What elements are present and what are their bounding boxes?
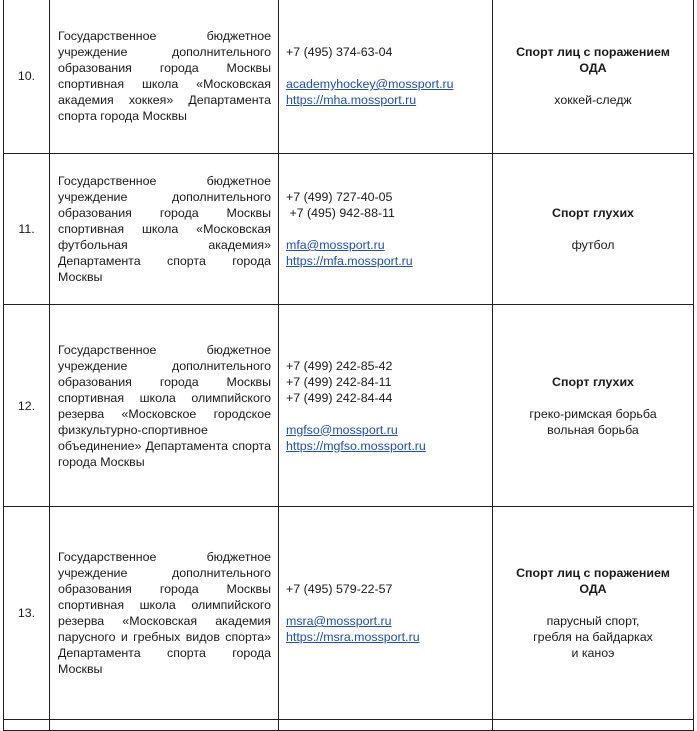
category-title: Спорт глухих: [552, 374, 634, 389]
contacts-cell: [279, 0, 493, 154]
phone: +7 (499) 242-84-44: [286, 390, 393, 405]
email-link[interactable]: mgfso@mossport.ru: [286, 422, 398, 437]
row-number: 12.: [4, 305, 50, 507]
row-number: 13.: [4, 507, 50, 720]
contacts-cell: [279, 507, 493, 720]
phone: +7 (499) 727-40-05: [286, 190, 393, 204]
category-title: Спорт глухих: [552, 206, 634, 220]
email-link[interactable]: msra@mossport.ru: [286, 614, 392, 628]
organization-name: Государственное бюджетное учреждение дополнительного образования города Москвы спортивная школа «Московская футбольная академия» Департамента спорта города Москвы: [50, 154, 279, 305]
website-link[interactable]: https://msra.mossport.ru: [286, 630, 420, 644]
sport-name: и каноэ: [571, 646, 615, 660]
email-link[interactable]: mfa@mossport.ru: [286, 238, 385, 252]
sport-name: парусный спорт,: [546, 614, 640, 628]
phone: +7 (495) 579-22-57: [286, 582, 393, 596]
sport-name: вольная борьба: [547, 422, 639, 437]
sport-name: хоккей-следж: [554, 93, 632, 107]
phone: +7 (495) 374-63-04: [286, 45, 393, 59]
sport-name: гребля на байдарках: [533, 630, 653, 644]
phone: +7 (495) 942-88-11: [286, 206, 395, 220]
table-row: [4, 720, 694, 731]
sport-name: греко-римская борьба: [529, 406, 657, 421]
phone: +7 (499) 242-84-11: [286, 374, 392, 389]
website-link[interactable]: https://mfa.mossport.ru: [286, 254, 413, 268]
website-link[interactable]: https://mha.mossport.ru: [286, 93, 417, 107]
contacts-cell: [279, 154, 493, 305]
sport-category-cell: [493, 507, 694, 720]
sport-category-cell: [493, 0, 694, 154]
sport-category-cell: [493, 305, 694, 507]
organization-name: Государственное бюджетное учреждение дополнительного образования города Москвы спортивная школа олимпийского резерва «Московская академия парусного и гребных видов спорта» Департамента спорта города Москвы: [50, 507, 279, 720]
table-row: [4, 0, 694, 154]
website-link[interactable]: https://mgfso.mossport.ru: [286, 438, 426, 453]
organization-name: Государственное бюджетное учреждение дополнительного образования города Москвы спортивная школа олимпийского резерва «Московское городское физкультурно-спортивное объединение» Департамента спорта города Москвы: [50, 305, 279, 507]
phone: +7 (499) 242-85-42: [286, 358, 393, 373]
table-row: [4, 305, 694, 507]
organization-name: Государственное бюджетное учреждение дополнительного образования города Москвы спортивная школа «Московская академия хоккея» Департамента спорта города Москвы: [50, 0, 279, 154]
table-row: [4, 507, 694, 720]
row-number: 11.: [4, 154, 50, 305]
category-title: Спорт лиц с поражением: [516, 45, 670, 59]
category-title: ОДА: [579, 61, 607, 75]
contacts-cell: [279, 305, 493, 507]
category-title: Спорт лиц с поражением: [516, 566, 670, 580]
category-title: ОДА: [579, 582, 607, 596]
sport-category-cell: [493, 154, 694, 305]
row-number: 10.: [4, 0, 50, 154]
sport-name: футбол: [571, 238, 615, 252]
table-row: [4, 154, 694, 305]
email-link[interactable]: academyhockey@mossport.ru: [286, 77, 454, 91]
organizations-table: [3, 0, 694, 731]
